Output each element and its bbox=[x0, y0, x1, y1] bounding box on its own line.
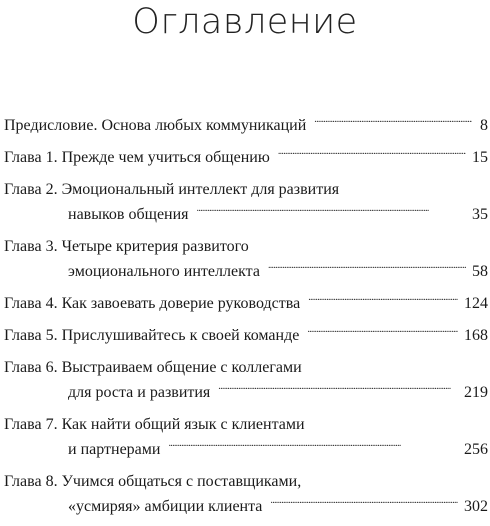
toc-entry-title-continued: для роста и развития bbox=[68, 384, 211, 401]
dot-leader bbox=[197, 205, 466, 219]
toc-entry-title: Предисловие. Основа любых коммуникаций bbox=[4, 117, 307, 134]
toc-page-number: 58 bbox=[472, 263, 488, 280]
toc-page-number: 168 bbox=[464, 327, 488, 344]
toc-entry-chapter-4 bbox=[4, 291, 488, 316]
toc-entry-chapter-8 bbox=[4, 469, 488, 519]
dot-leader bbox=[307, 326, 458, 340]
dot-leader bbox=[270, 497, 458, 511]
toc-entry-title: Глава 1. Прежде чем учиться общению bbox=[4, 149, 270, 166]
toc-entry-chapter-1 bbox=[4, 145, 488, 170]
dot-leader bbox=[268, 262, 466, 276]
toc-entry-chapter-5 bbox=[4, 323, 488, 348]
toc-entry-title: Глава 5. Прислушивайтесь к своей команде bbox=[4, 327, 300, 344]
toc-entry-title: Глава 7. Как найти общий язык с клиентами bbox=[4, 416, 305, 433]
toc-entry-title-continued: и партнерами bbox=[68, 441, 161, 458]
toc-entry-title: Глава 2. Эмоциональный интеллект для развития bbox=[4, 181, 340, 198]
toc-entry-chapter-3 bbox=[4, 234, 488, 284]
table-of-contents bbox=[4, 113, 488, 526]
toc-entry-preface bbox=[4, 113, 488, 138]
toc-entry-title: Глава 4. Как завоевать доверие руководства bbox=[4, 295, 301, 312]
dot-leader bbox=[314, 116, 472, 130]
toc-entry-title: Глава 3. Четыре критерия развитого bbox=[4, 238, 249, 255]
dot-leader bbox=[168, 440, 458, 454]
toc-entry-title-continued: эмоционального интеллекта bbox=[68, 263, 260, 280]
toc-entry-chapter-6 bbox=[4, 355, 488, 405]
toc-page-number: 124 bbox=[464, 295, 488, 312]
toc-entry-chapter-2 bbox=[4, 177, 488, 227]
toc-page-number: 8 bbox=[480, 117, 488, 134]
toc-entry-title: Глава 6. Выстраиваем общение с коллегами bbox=[4, 359, 302, 376]
dot-leader bbox=[278, 148, 466, 162]
dot-leader bbox=[308, 294, 458, 308]
toc-page-number: 302 bbox=[464, 498, 488, 515]
dot-leader bbox=[218, 383, 458, 397]
page-title: Оглавление bbox=[132, 2, 358, 42]
toc-entry-title-continued: навыков общения bbox=[68, 206, 189, 223]
toc-entry-chapter-7 bbox=[4, 412, 488, 462]
toc-page-number: 15 bbox=[472, 149, 488, 166]
toc-page-number: 256 bbox=[464, 441, 488, 458]
toc-entry-title-continued: «усмиряя» амбиции клиента bbox=[68, 498, 263, 515]
toc-page-number: 219 bbox=[464, 384, 488, 401]
toc-page-number: 35 bbox=[472, 206, 488, 223]
toc-entry-title: Глава 8. Учимся общаться с поставщиками, bbox=[4, 473, 302, 490]
